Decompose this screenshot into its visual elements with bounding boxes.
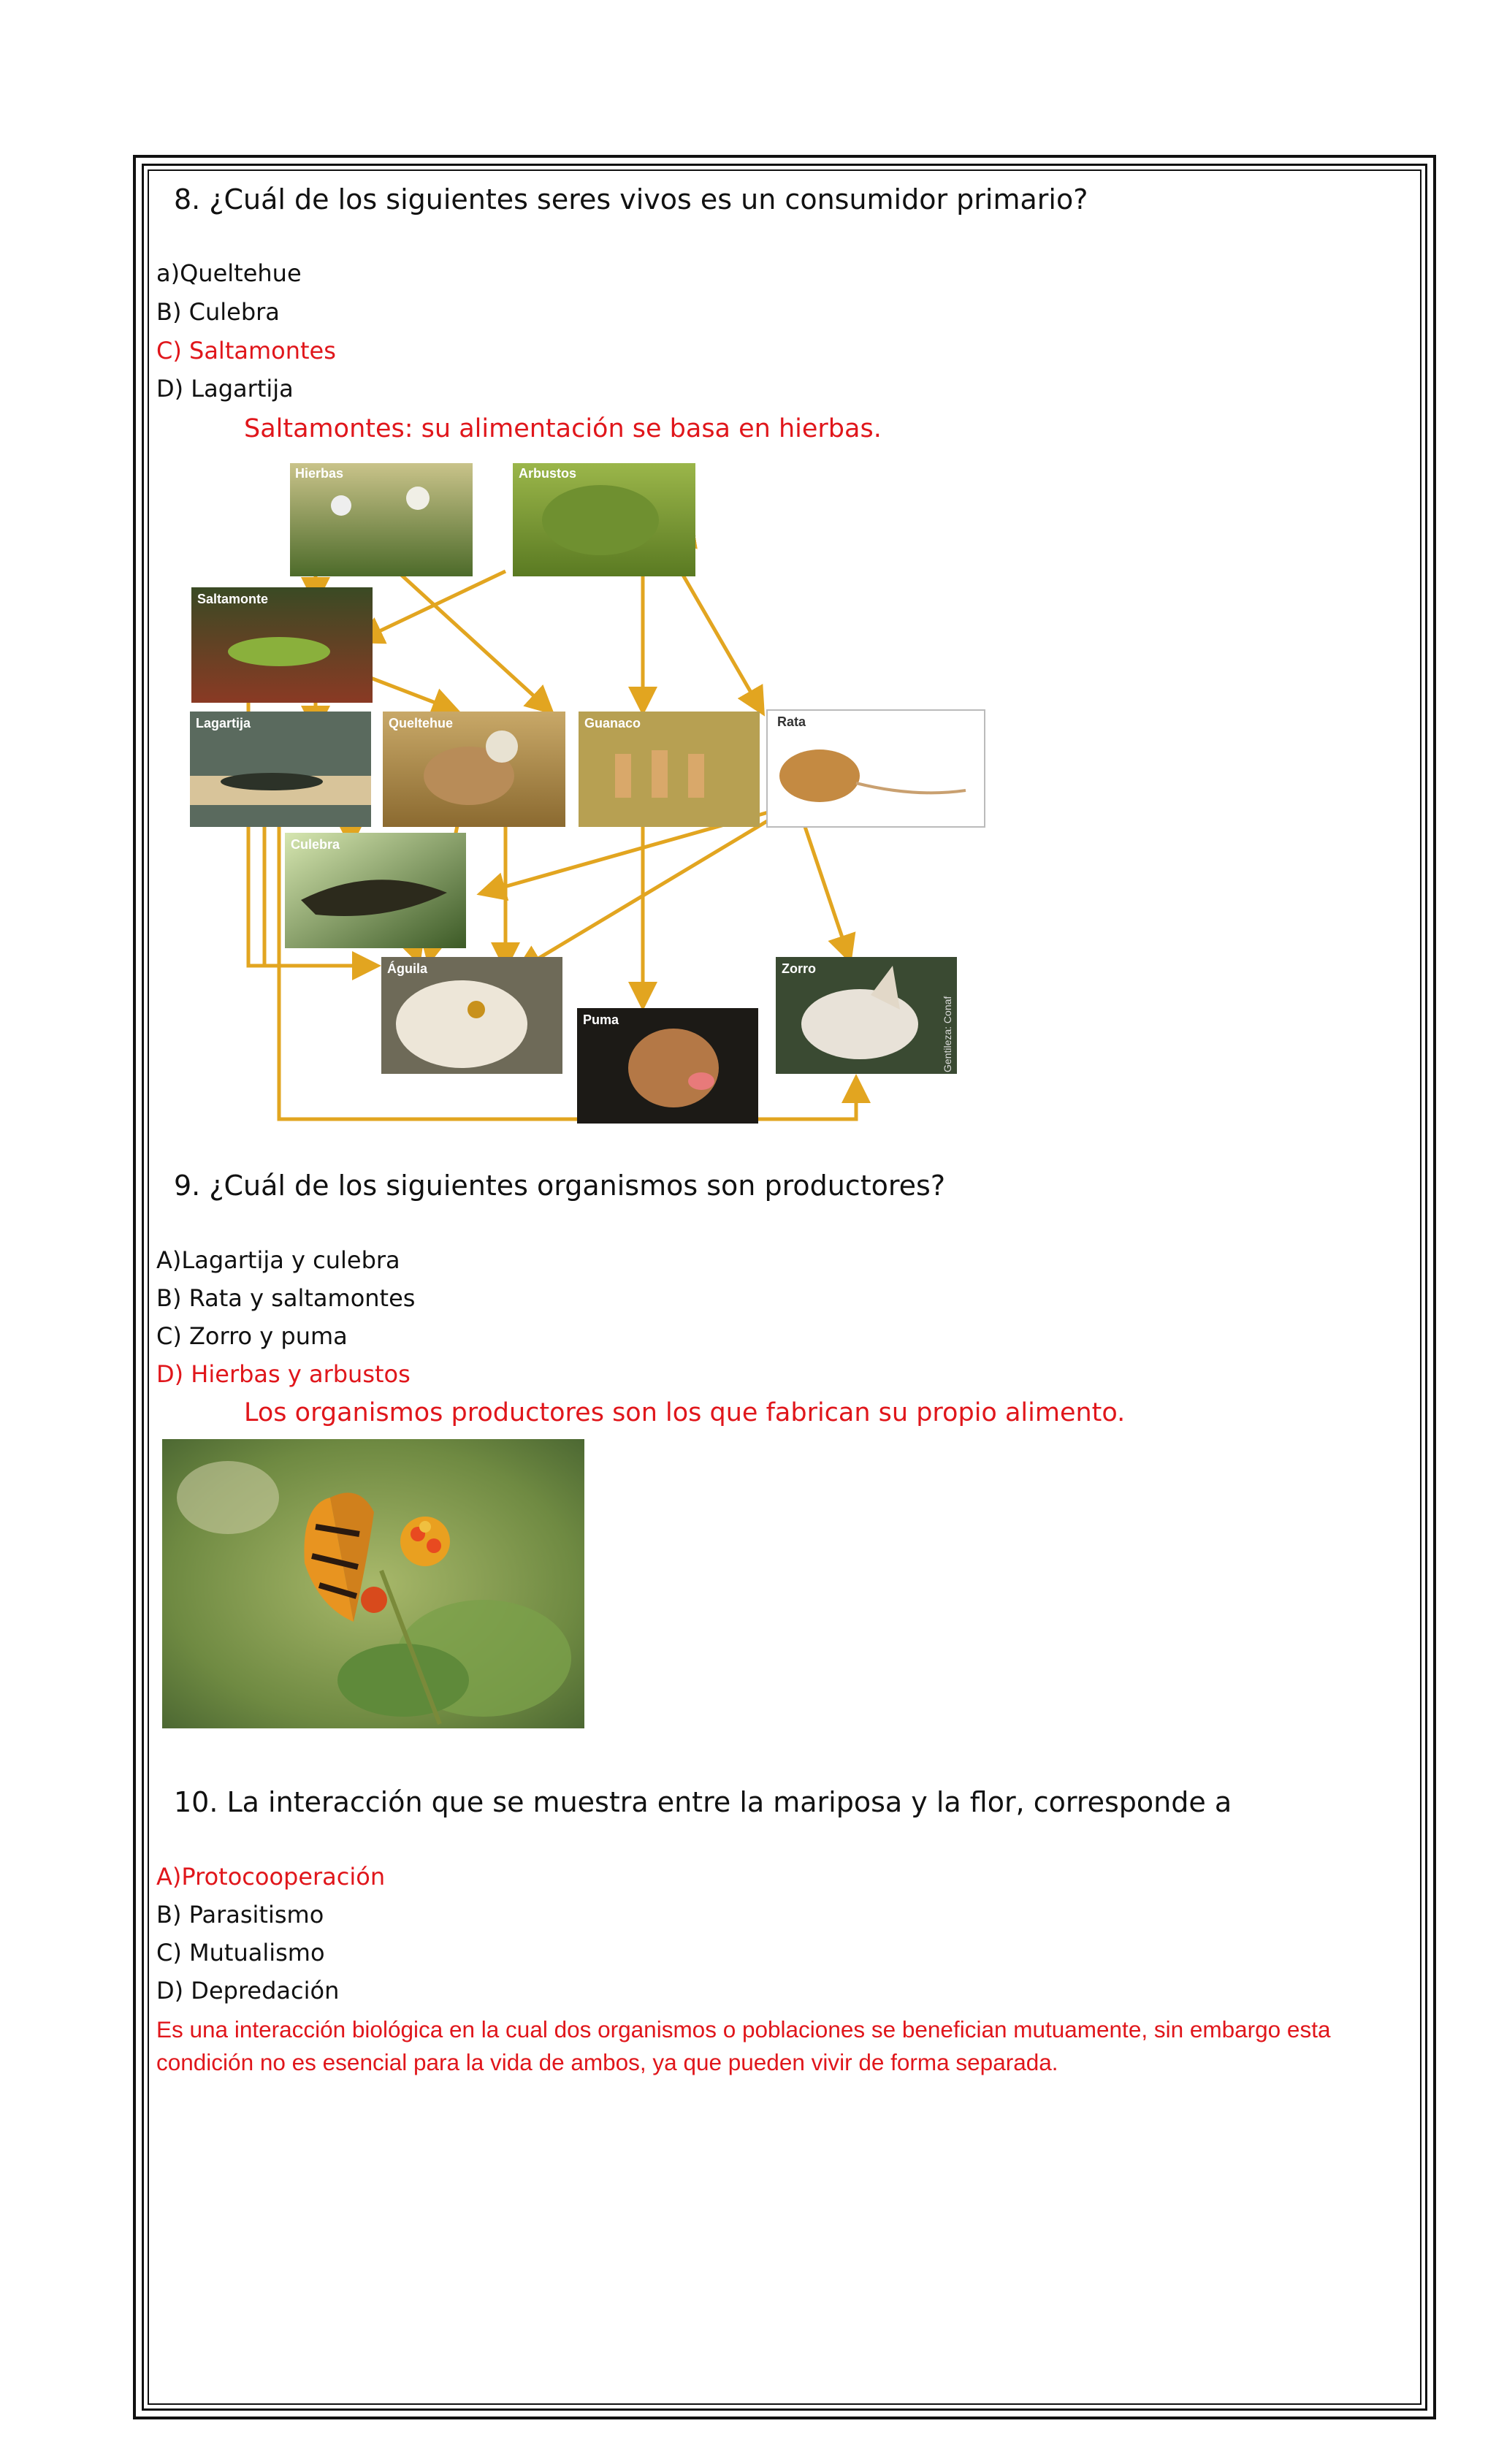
q10-option-a-correct: A)Protocooperación: [156, 1863, 386, 1891]
q10-option-d: D) Depredación: [156, 1977, 340, 2005]
panel-aguila: [381, 957, 562, 1074]
panel-lagartija: [190, 712, 371, 827]
label-lagartija: Lagartija: [196, 716, 251, 731]
q9-option-a: A)Lagartija y culebra: [156, 1246, 400, 1274]
label-puma: Puma: [583, 1012, 619, 1027]
label-hierbas: Hierbas: [295, 466, 344, 481]
q8-option-a: a)Queltehue: [156, 259, 302, 287]
panel-queltehue: [383, 712, 565, 827]
label-queltehue: Queltehue: [389, 716, 454, 731]
q8-option-c-correct: C) Saltamontes: [156, 337, 336, 365]
label-zorro: Zorro: [782, 961, 816, 976]
panel-arbustos: [513, 463, 695, 576]
q9-option-b: B) Rata y saltamontes: [156, 1284, 416, 1312]
panel-rata: [767, 710, 985, 827]
photo-credit: Gentileza: Conaf: [942, 996, 953, 1072]
panel-culebra: [285, 833, 466, 948]
q10-option-b: B) Parasitismo: [156, 1901, 324, 1929]
panel-hierbas: [290, 463, 473, 576]
butterfly-flower-photo: [162, 1439, 584, 1728]
q9-option-c: C) Zorro y puma: [156, 1322, 348, 1350]
panel-saltamonte: [191, 587, 373, 703]
q9-option-d-correct: D) Hierbas y arbustos: [156, 1360, 411, 1388]
label-aguila: Águila: [387, 961, 428, 976]
panel-puma: [577, 1008, 758, 1124]
q8-option-d: D) Lagartija: [156, 375, 294, 403]
q9-explanation: Los organismos productores son los que fabrican su propio alimento.: [244, 1398, 1126, 1427]
food-web-image: [169, 454, 988, 1132]
panel-guanaco: [579, 712, 760, 827]
q8-explanation: Saltamontes: su alimentación se basa en hierbas.: [244, 414, 882, 443]
label-rata: Rata: [777, 714, 806, 729]
question-8: 8. ¿Cuál de los siguientes seres vivos es un consumidor primario?: [174, 183, 1088, 215]
q10-explanation: Es una interacción biológica en la cual dos organismos o poblaciones se benefician mutuamente, sin embargo esta condición no es esencial para la vida de ambos, ya que pueden vivir de forma separada.: [156, 2016, 1331, 2075]
panel-zorro: [776, 957, 957, 1074]
q10-option-c: C) Mutualismo: [156, 1939, 325, 1967]
question-9: 9. ¿Cuál de los siguientes organismos son productores?: [174, 1170, 945, 1202]
label-arbustos: Arbustos: [519, 466, 577, 481]
label-saltamonte: Saltamonte: [197, 592, 269, 606]
q8-option-b: B) Culebra: [156, 298, 280, 326]
label-guanaco: Guanaco: [584, 716, 641, 731]
question-10: 10. La interacción que se muestra entre la mariposa y la flor, corresponde a: [174, 1786, 1232, 1818]
label-culebra: Culebra: [291, 837, 340, 852]
